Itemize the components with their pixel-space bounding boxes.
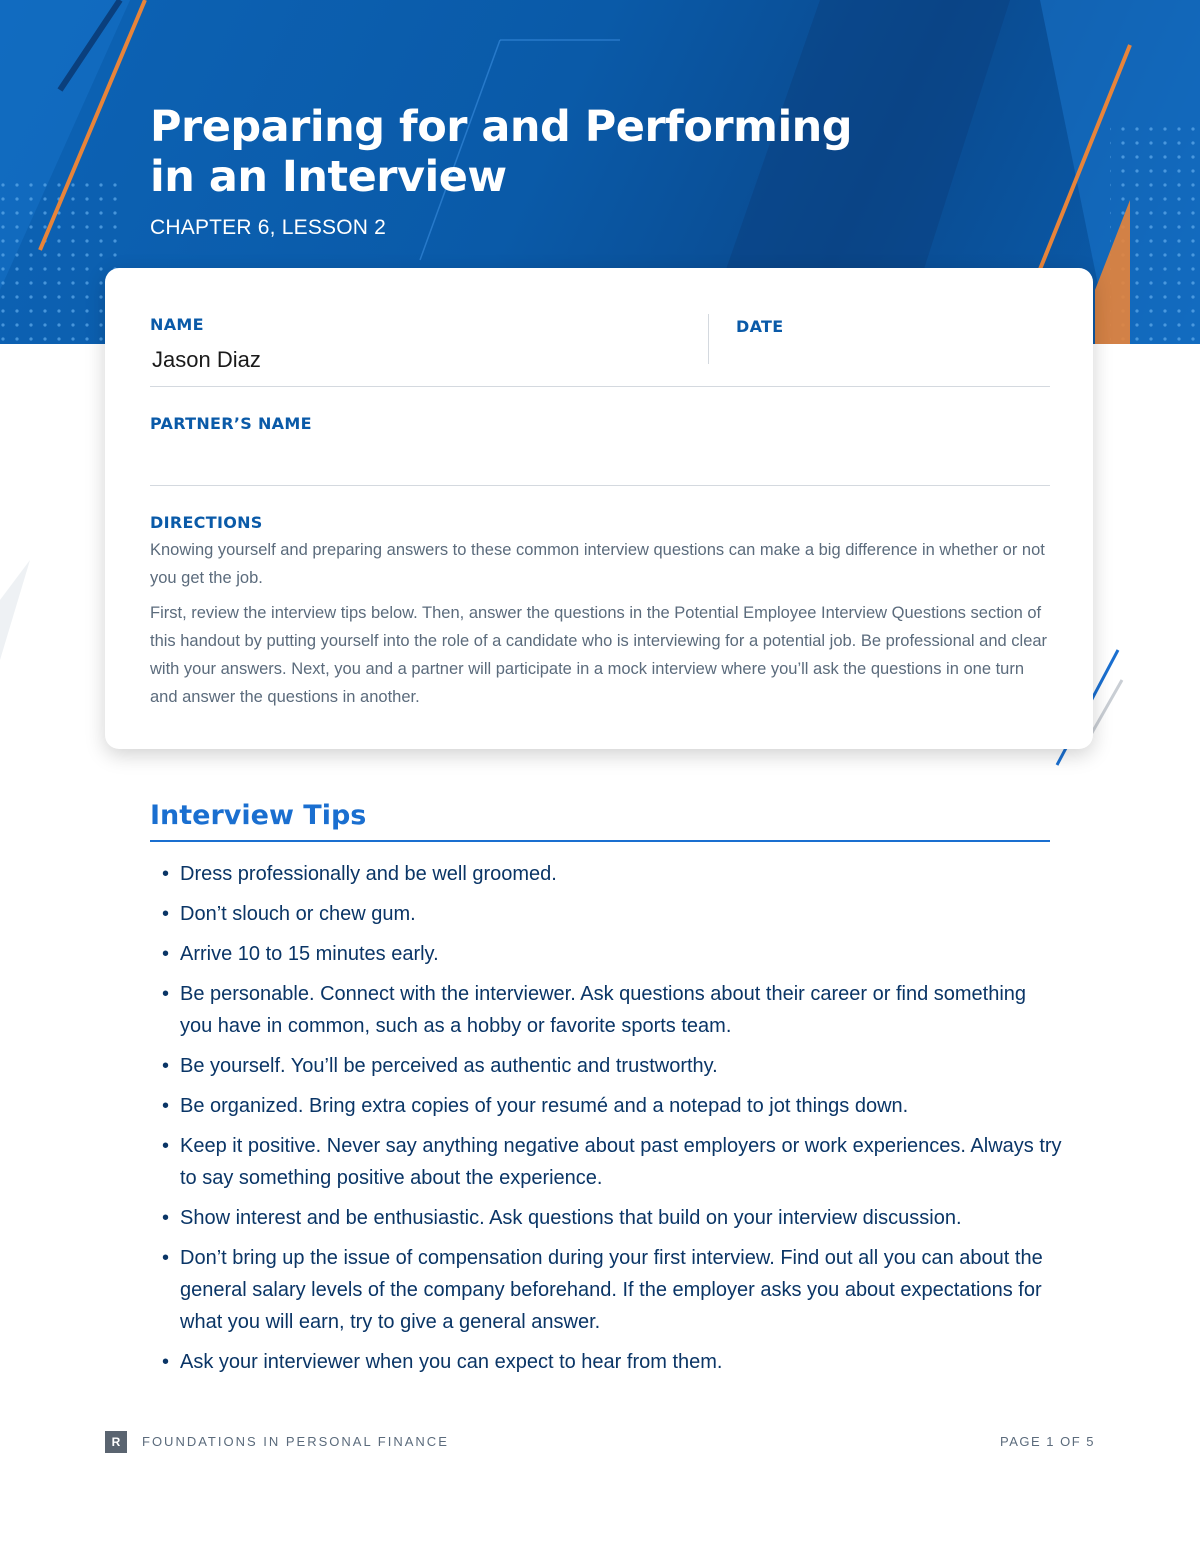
partner-underline — [150, 485, 1050, 486]
list-item: • Be yourself. You’ll be perceived as authentic and trustworthy. — [162, 1050, 1062, 1082]
list-item: • Don’t slouch or chew gum. — [162, 898, 1062, 930]
list-item: • Dress professionally and be well groomed. — [162, 858, 1062, 890]
name-field[interactable]: Jason Diaz — [152, 347, 261, 372]
field-divider — [708, 314, 709, 364]
title-line-2: in an Interview — [150, 152, 507, 202]
list-item: • Be organized. Bring extra copies of your resumé and a notepad to jot things down. — [162, 1090, 1062, 1122]
page-title — [150, 102, 852, 202]
chapter-subtitle: CHAPTER 6, LESSON 2 — [150, 216, 387, 239]
list-item: • Don’t bring up the issue of compensation during your first interview. Find out all you can about the general salary levels of the company beforehand. If the employer asks you about expectations for what you will earn, try to give a general answer. — [162, 1242, 1062, 1338]
directions-paragraph-1: Knowing yourself and preparing answers to these common interview questions can make a big difference in whether or not you get the job. — [150, 541, 1045, 587]
name-underline — [150, 386, 1050, 387]
partner-name-label: PARTNER’S NAME — [150, 414, 312, 433]
date-label: DATE — [736, 317, 784, 336]
title-line-1: Preparing for and Performing — [150, 102, 853, 152]
student-info-card — [105, 268, 1093, 749]
list-item: • Be personable. Connect with the interviewer. Ask questions about their career or find something you have in common, such as a hobby or favorite sports team. — [162, 978, 1062, 1042]
list-item: • Arrive 10 to 15 minutes early. — [162, 938, 1062, 970]
interview-tips-list — [162, 858, 1062, 1386]
list-item: • Ask your interviewer when you can expect to hear from them. — [162, 1346, 1062, 1378]
footer-course-name: FOUNDATIONS IN PERSONAL FINANCE — [142, 1434, 449, 1449]
interview-tips-heading: Interview Tips — [150, 800, 367, 831]
name-label: NAME — [150, 315, 204, 334]
list-item: • Keep it positive. Never say anything negative about past employers or work experiences. Always try to say something positive about the experience. — [162, 1130, 1062, 1194]
list-item: • Show interest and be enthusiastic. Ask questions that build on your interview discussion. — [162, 1202, 1062, 1234]
directions-label: DIRECTIONS — [150, 513, 263, 532]
section-rule — [150, 840, 1050, 842]
page-number: PAGE 1 OF 5 — [999, 1434, 1095, 1449]
brand-logo-icon: R — [105, 1431, 127, 1453]
directions-paragraph-2: First, review the interview tips below. Then, answer the questions in the Potential Employee Interview Questions section of this handout by putting yourself into the role of a candidate who is interviewing for a potential job. Be professional and clear with your answers. Next, you and a partner will participate in a mock interview where you’ll ask the questions in one turn and answer the questions in another. — [150, 604, 1048, 706]
